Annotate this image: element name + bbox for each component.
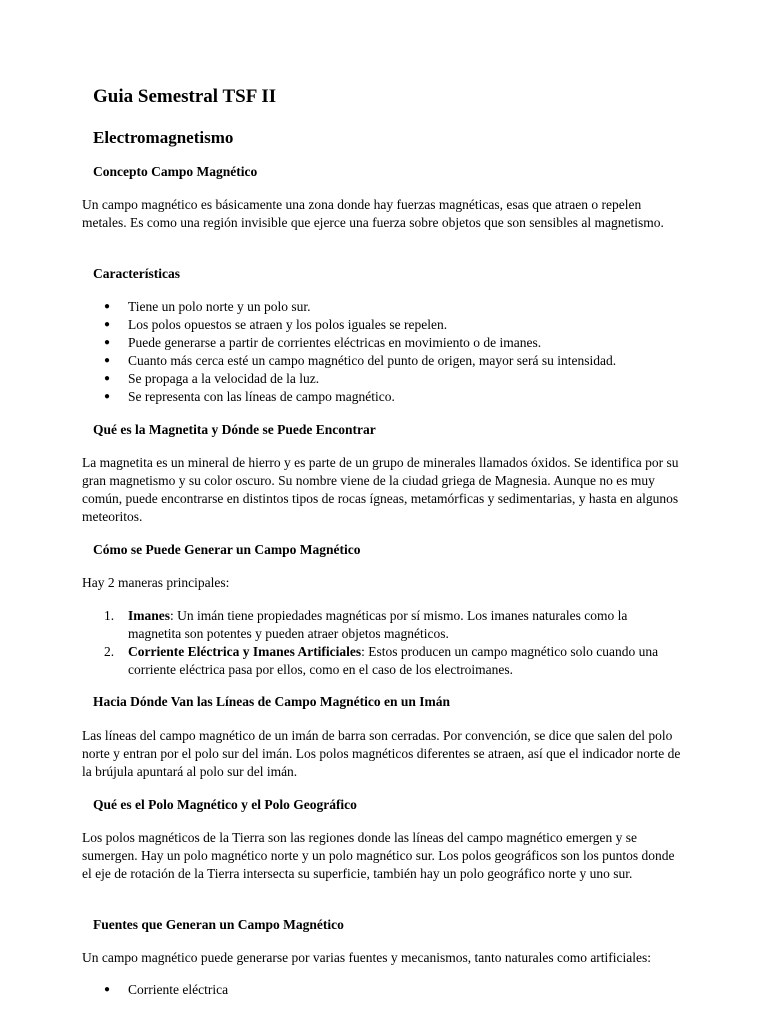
heading-lineas: Hacia Dónde Van las Líneas de Campo Magnético en un Imán	[93, 694, 451, 709]
paragraph-polos: Los polos magnéticos de la Tierra son las regiones donde las líneas del campo magnético emergen y se sumergen. Hay un polo magnético norte y un polo magnético sur. Los polos geográficos son los puntos donde el eje de rotación de la Tierra intersecta su superficie, también hay un polo geográfico norte y uno sur.	[82, 830, 675, 881]
list-term: Imanes	[128, 608, 171, 623]
list-text: : Estos producen un campo magnético solo cuando una corriente eléctrica pasa por ellos, como en el caso de los electroimanes.	[128, 644, 659, 677]
heading-fuentes: Fuentes que Generan un Campo Magnético	[93, 917, 344, 932]
section-heading: Electromagnetismo	[93, 128, 234, 147]
heading-polos: Qué es el Polo Magnético y el Polo Geográfico	[93, 797, 357, 812]
paragraph-lineas: Las líneas del campo magnético de un imán de barra son cerradas. Por convención, se dice que salen del polo norte y entran por el polo sur del imán. Los polos magnéticos diferentes se atraen, así que el indicador norte de la brújula apuntará al polo sur del imán.	[82, 728, 681, 779]
document-title: Guia Semestral TSF II	[93, 86, 277, 107]
list-item: ● Cuanto más cerca esté un campo magnético del punto de origen, mayor será su intensidad.	[82, 352, 682, 370]
list-generar	[82, 607, 682, 679]
list-item: ● Puede generarse a partir de corrientes eléctricas en movimiento o de imanes.	[82, 334, 682, 352]
list-caracteristicas	[82, 298, 682, 406]
list-item	[82, 643, 682, 679]
list-item: ● Se representa con las líneas de campo magnético.	[82, 388, 682, 406]
heading-concepto: Concepto Campo Magnético	[93, 164, 258, 179]
list-term: Corriente Eléctrica y Imanes Artificiales	[128, 644, 362, 659]
paragraph-magnetita: La magnetita es un mineral de hierro y es parte de un grupo de minerales llamados óxidos. Se identifica por su gran magnetismo y su color oscuro. Su nombre viene de la ciudad griega de Magnesia. Aunque no es muy común, puede encontrarse en distintos tipos de rocas ígneas, metamórficas y sedimentarias, y hasta en algunos meteoritos.	[82, 455, 679, 524]
list-item: ● Corriente eléctrica	[82, 981, 682, 999]
list-item: ● Los polos opuestos se atraen y los polos iguales se repelen.	[82, 316, 682, 334]
list-item: ● Se propaga a la velocidad de la luz.	[82, 370, 682, 388]
heading-generar: Cómo se Puede Generar un Campo Magnético	[93, 542, 361, 557]
paragraph-fuentes: Un campo magnético puede generarse por varias fuentes y mecanismos, tanto naturales como artificiales:	[82, 950, 652, 965]
paragraph-generar-intro: Hay 2 maneras principales:	[82, 575, 230, 590]
list-item	[82, 607, 682, 643]
list-number: 2.	[104, 644, 115, 659]
heading-magnetita: Qué es la Magnetita y Dónde se Puede Encontrar	[93, 422, 376, 437]
list-item: ● Tiene un polo norte y un polo sur.	[82, 298, 682, 316]
list-number: 1.	[104, 608, 115, 623]
paragraph-concepto: Un campo magnético es básicamente una zona donde hay fuerzas magnéticas, esas que atraen o repelen metales. Es como una región invisible que ejerce una fuerza sobre objetos que son sensibles al magnetismo.	[82, 197, 664, 230]
list-text: : Un imán tiene propiedades magnéticas por sí mismo. Los imanes naturales como la magnetita son potentes y pueden atraer objetos magnéticos.	[128, 608, 628, 641]
list-fuentes	[82, 981, 682, 999]
heading-caracteristicas: Características	[93, 266, 180, 281]
